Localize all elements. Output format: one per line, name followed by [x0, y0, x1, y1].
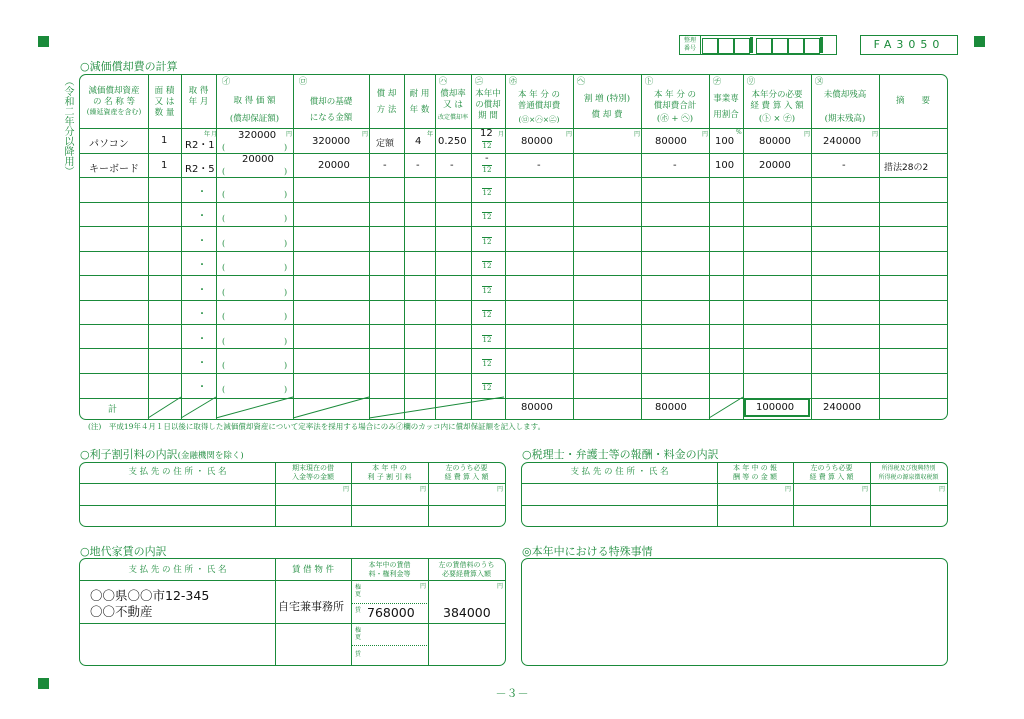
hdr-exp: 本年分の必要 経 費 算 入 額 — [750, 90, 804, 111]
total-total: 80000 — [655, 402, 687, 413]
form-code: FA3050 — [873, 38, 945, 51]
row2-biz: 100 — [715, 160, 735, 171]
row2-base: 20000 — [318, 160, 350, 171]
empty-row-denominator: 12 — [482, 238, 492, 246]
hdr-cost-sub: (償却保証額) — [229, 114, 280, 124]
hdr-cost-mark: ㋑ — [221, 77, 231, 87]
rent-hdr-expense: 左の賃借料のうち 必要経費算入額 — [438, 561, 495, 578]
row2-method: - — [383, 160, 387, 171]
row1-base: 320000 — [312, 136, 351, 147]
row2-normal: - — [537, 160, 541, 171]
seiri-label: 整理 番号 — [683, 37, 696, 52]
empty-row-denominator: 12 — [482, 384, 492, 392]
hdr-normal: 本 年 分 の 普通償却費 — [517, 90, 561, 111]
row2-acq: R2・5 — [185, 164, 215, 175]
hdr-asset: 減価償却資産 の 名 称 等 — [88, 86, 140, 107]
empty-row-denominator: 12 — [482, 189, 492, 197]
hdr-extra-mark: ㋬ — [576, 77, 586, 87]
page-number: －３－ — [495, 687, 529, 700]
hdr-acq: 取 得 年 月 — [188, 86, 209, 107]
empty-row-dot: ・ — [197, 334, 207, 345]
hdr-exp-sub: (㋣ × ㋠) — [758, 114, 796, 124]
rent-expense: 384000 — [443, 605, 491, 620]
special-box[interactable] — [521, 558, 948, 666]
empty-row-dot: ・ — [197, 187, 207, 198]
row2-total: - — [673, 160, 677, 171]
hdr-period-mark: ㋥ — [474, 77, 484, 87]
row1-normal: 80000 — [521, 136, 553, 147]
hdr-rate-sub: 改定償却率 — [437, 114, 468, 121]
rent-amount: 768000 — [367, 605, 415, 620]
hdr-bal-mark: ㋦ — [814, 77, 824, 87]
row2-qty: 1 — [161, 160, 168, 171]
rent-property: 自宅兼事務所 — [278, 600, 344, 613]
row2-exp: 20000 — [759, 160, 791, 171]
row1-bal: 240000 — [823, 136, 862, 147]
row2-name: キーボード — [89, 164, 139, 175]
hdr-exp-mark: ㋷ — [746, 77, 756, 87]
hdr-life: 耐 用 年 数 — [409, 89, 430, 115]
hdr-extra: 割 増 (特別) 償 却 費 — [583, 94, 631, 120]
empty-row-dot: ・ — [197, 236, 207, 247]
empty-row-dot: ・ — [197, 285, 207, 296]
hdr-total-sub: (㋭ + ㋬) — [656, 114, 694, 124]
interest-title: ○利子割引料の内訳(金融機関を除く) — [80, 448, 244, 461]
empty-row-dot: ・ — [197, 358, 207, 369]
rent-hdr-property: 賃 借 物 件 — [291, 565, 335, 575]
row2-life: - — [416, 160, 420, 171]
row1-exp: 80000 — [759, 136, 791, 147]
row2-cost: 20000 — [242, 154, 274, 165]
special-title: ◎本年中における特殊事情 — [522, 545, 653, 558]
hdr-rate: 償却率 又 は — [440, 89, 466, 110]
fees-title: ○税理士・弁護士等の報酬・料金の内訳 — [522, 448, 719, 461]
rent-label-chin2: 賃 — [354, 651, 361, 658]
empty-row-dot: ・ — [197, 260, 207, 271]
int-hdr-payee: 支 払 先 の 住 所 ・ 氏 名 — [128, 467, 227, 477]
rent-label-ken2: 権 更 — [354, 627, 361, 641]
empty-row-denominator: 12 — [482, 262, 492, 270]
int-hdr-interest: 本 年 中 の 利 子 割 引 料 — [367, 464, 412, 481]
fees-hdr-amount: 本 年 中 の 報 酬 等 の 金 額 — [733, 464, 777, 481]
hdr-bal: 未償却残高 — [823, 90, 867, 100]
hdr-total: 本 年 分 の 償却費合計 — [653, 90, 697, 111]
hdr-area: 面 積 又 は 数 量 — [154, 86, 175, 118]
row1-acq: R2・1 — [185, 140, 215, 151]
rent-hdr-amount: 本年中の賃借 料・権利金等 — [368, 561, 411, 578]
hdr-cost: 取 得 価 額 — [233, 96, 276, 106]
hdr-period: 本年中 の償却 期 間 — [475, 89, 501, 121]
rent-label-ken1: 権 更 — [354, 584, 361, 598]
empty-row-denominator: 12 — [482, 311, 492, 319]
empty-row-denominator: 12 — [482, 360, 492, 368]
hdr-total-mark: ㋣ — [644, 77, 654, 87]
int-hdr-expense: 左のうち必要 経 費 算 入 額 — [444, 464, 489, 481]
row1-qty: 1 — [161, 135, 168, 146]
rent-addr1: 〇〇県〇〇市12-345 — [90, 588, 210, 603]
empty-row-dot: ・ — [197, 211, 207, 222]
fees-hdr-payee: 支 払 先 の 住 所 ・ 氏 名 — [570, 467, 669, 477]
row1-life: 4 — [415, 136, 422, 147]
total-normal: 80000 — [521, 402, 553, 413]
empty-row-denominator: 12 — [482, 336, 492, 344]
side-label: （令和二年分以降用） — [62, 76, 73, 176]
total-exp: 100000 — [756, 402, 795, 413]
row1-total: 80000 — [655, 136, 687, 147]
hdr-base-mark: ㋺ — [298, 77, 308, 87]
hdr-bal-sub: (期末残高) — [824, 114, 866, 124]
row2-rate: - — [450, 160, 454, 171]
fees-hdr-withholding: 所得税及び復興特別 所得税の源泉徴収税額 — [878, 465, 939, 481]
hdr-method: 償 却 方 法 — [376, 89, 397, 115]
empty-row-denominator: 12 — [482, 213, 492, 221]
hdr-memo: 摘 要 — [895, 96, 930, 106]
row1-cost: 320000 — [238, 130, 277, 141]
row1-period: 12 — [480, 128, 493, 139]
row1-rate: 0.250 — [438, 136, 467, 147]
empty-row-dot: ・ — [197, 309, 207, 320]
depreciation-title: ○減価償却費の計算 — [80, 60, 178, 73]
total-bal: 240000 — [823, 402, 862, 413]
depreciation-note: (注) 平成19年４月１日以後に取得した減価償却資産について定率法を採用する場合にのみ㋑欄のカッコ内に償却保証額を記入します。 — [88, 422, 546, 431]
int-hdr-balance: 期末現在の借 入金等の金額 — [292, 464, 334, 481]
hdr-base: 償却の基礎 になる金額 — [309, 97, 353, 123]
row1-biz: 100 — [715, 136, 735, 147]
hdr-asset-note: (繰延資産を含む) — [86, 108, 142, 116]
hdr-rate-mark: ㋩ — [438, 77, 448, 87]
row2-memo: 措法28の2 — [884, 163, 929, 173]
rent-hdr-payee: 支 払 先 の 住 所 ・ 氏 名 — [128, 565, 227, 575]
hdr-biz-mark: ㋠ — [712, 77, 722, 87]
total-label: 計 — [108, 405, 118, 415]
rent-addr2: 〇〇不動産 — [90, 604, 153, 619]
rent-label-chin1: 賃 — [354, 607, 361, 614]
hdr-normal-sub: (㋺×㋩×㋥) — [518, 115, 560, 124]
hdr-normal-mark: ㋭ — [508, 77, 518, 87]
row2-period: - — [485, 153, 489, 164]
empty-row-dot: ・ — [197, 382, 207, 393]
empty-row-denominator: 12 — [482, 287, 492, 295]
fees-hdr-expense: 左のうち必要 経 費 算 入 額 — [809, 464, 854, 481]
hdr-biz: 事業専 用割合 — [713, 94, 739, 120]
row2-bal: - — [842, 160, 846, 171]
row1-name: パソコン — [89, 139, 129, 150]
rent-title: ○地代家賃の内訳 — [80, 545, 167, 558]
row1-method: 定額 — [376, 139, 395, 149]
